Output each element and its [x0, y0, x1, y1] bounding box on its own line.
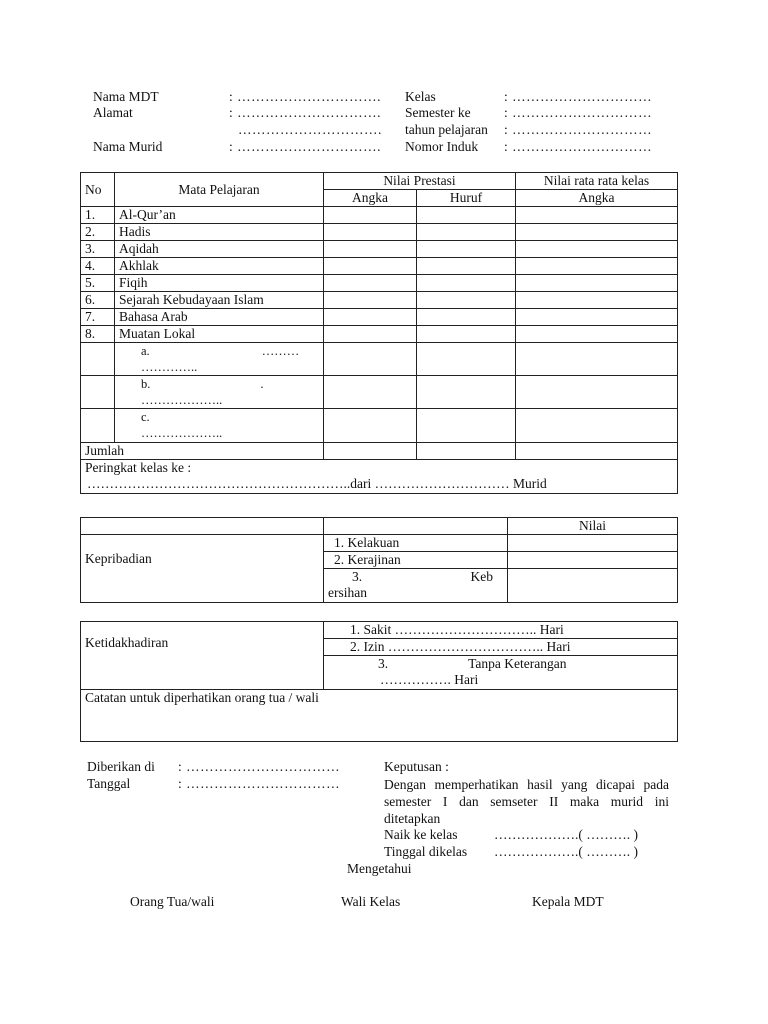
grades-table — [80, 172, 678, 494]
sub-a-cell: a. ……… ………….. — [115, 343, 324, 376]
row-mapel: Fiqih — [115, 275, 324, 292]
cell-huruf — [417, 207, 516, 224]
peringkat-line: …………………………………………………..dari ………………………… Murid — [87, 476, 547, 491]
diberikan-label: Diberikan di — [87, 759, 155, 774]
kepribadian-table — [80, 517, 678, 603]
table-row — [81, 326, 678, 343]
semester-label: Semester ke — [405, 105, 471, 120]
row-mapel: Muatan Lokal — [115, 326, 324, 343]
kebersihan-item: 3. Keb ersihan — [324, 569, 508, 603]
col-rata-header: Nilai rata rata kelas — [516, 173, 678, 190]
kepala-signature: Kepala MDT — [532, 894, 604, 909]
cell-huruf — [417, 292, 516, 309]
row-mapel: Al-Qur’an — [115, 207, 324, 224]
table-row — [81, 224, 678, 241]
cell-angka — [324, 326, 417, 343]
cell-rata — [516, 258, 678, 275]
tanggal-value: : …………………………… — [178, 776, 341, 791]
row-mapel: Aqidah — [115, 241, 324, 258]
naik-value: ……………….( ………. ) — [494, 827, 638, 842]
kelakuan-item: 1. Kelakuan — [324, 535, 508, 552]
cell-rata — [516, 309, 678, 326]
col-angka2-header: Angka — [516, 190, 678, 207]
cell-rata — [516, 275, 678, 292]
cell-rata — [516, 224, 678, 241]
cell-angka — [324, 241, 417, 258]
sub-c-cell: c. ……………….. — [115, 409, 324, 443]
table-row-sub-b — [81, 376, 678, 409]
col-angka-header: Angka — [324, 190, 417, 207]
cell-huruf — [417, 275, 516, 292]
col-mapel-header: Mata Pelajaran — [115, 173, 324, 207]
jumlah-row — [81, 443, 678, 460]
peringkat-row — [81, 460, 678, 494]
kerajinan-item: 2. Kerajinan — [324, 552, 508, 569]
tinggal-value: ……………….( ………. ) — [494, 844, 638, 859]
alamat-value: : …………………………. — [229, 105, 382, 120]
cell-angka — [324, 258, 417, 275]
mengetahui-label: Mengetahui — [347, 861, 412, 876]
tanggal-label: Tanggal — [87, 776, 131, 791]
cell-huruf — [417, 326, 516, 343]
diberikan-value: : …………………………… — [178, 759, 341, 774]
col-huruf-header: Huruf — [417, 190, 516, 207]
cell-rata — [516, 207, 678, 224]
table-row-sub-c — [81, 409, 678, 443]
cell-rata — [516, 326, 678, 343]
kelas-label: Kelas — [405, 89, 436, 104]
cell-angka — [324, 207, 417, 224]
table-row — [81, 292, 678, 309]
tinggal-label: Tinggal dikelas — [384, 844, 468, 859]
ketidakhadiran-label: Ketidakhadiran — [81, 622, 324, 690]
tahun-value: : ………………………… — [504, 122, 653, 137]
row-mapel: Hadis — [115, 224, 324, 241]
cell-angka — [324, 309, 417, 326]
sub-b-cell: b. . ……………….. — [115, 376, 324, 409]
row-no: 7. — [81, 309, 115, 326]
cell-rata — [516, 241, 678, 258]
nomor-induk-value: : ………………………… — [504, 139, 653, 154]
nama-mdt-value: : …………………………. — [229, 89, 382, 104]
tanpa-keterangan-item: 3. Tanpa Keterangan ……………. Hari — [324, 656, 678, 690]
keputusan-text: Dengan memperhatikan hasil yang dicapai pada semester I dan semseter II maka murid ini ditetapkan — [384, 777, 669, 826]
alamat-label: Alamat — [93, 105, 133, 120]
cell-angka — [324, 292, 417, 309]
col-nilai-prestasi-header: Nilai Prestasi — [324, 173, 516, 190]
ketidakhadiran-table — [80, 621, 678, 742]
row-no: 3. — [81, 241, 115, 258]
catatan-label: Catatan untuk diperhatikan orang tua / wali — [81, 690, 678, 742]
semester-value: : ………………………… — [504, 105, 653, 120]
sakit-item: 1. Sakit ………………………….. Hari — [324, 622, 678, 639]
nomor-induk-label: Nomor Induk — [405, 139, 479, 154]
table-row-sub-a — [81, 343, 678, 376]
table-row — [81, 258, 678, 275]
table-row — [81, 309, 678, 326]
cell-rata — [516, 292, 678, 309]
row-no: 8. — [81, 326, 115, 343]
row-mapel: Akhlak — [115, 258, 324, 275]
naik-label: Naik ke kelas — [384, 827, 458, 842]
table-row — [81, 275, 678, 292]
kepribadian-label: Kepribadian — [81, 535, 324, 603]
cell-huruf — [417, 224, 516, 241]
orang-tua-signature: Orang Tua/wali — [130, 894, 215, 909]
jumlah-label: Jumlah — [81, 443, 324, 460]
nama-murid-value: : …………………………. — [229, 139, 382, 154]
table-row — [81, 207, 678, 224]
nama-murid-label: Nama Murid — [93, 139, 163, 154]
izin-item: 2. Izin …………………………….. Hari — [324, 639, 678, 656]
row-no: 6. — [81, 292, 115, 309]
kelas-value: : ………………………… — [504, 89, 653, 104]
table-row — [81, 241, 678, 258]
cell-huruf — [417, 309, 516, 326]
cell-huruf — [417, 258, 516, 275]
cell-angka — [324, 275, 417, 292]
nama-mdt-label: Nama MDT — [93, 89, 159, 104]
cell-angka — [324, 224, 417, 241]
row-no: 1. — [81, 207, 115, 224]
row-mapel: Bahasa Arab — [115, 309, 324, 326]
row-no: 5. — [81, 275, 115, 292]
alamat-value-line2: …………………………. — [238, 122, 382, 137]
cell-huruf — [417, 241, 516, 258]
row-no: 2. — [81, 224, 115, 241]
row-mapel: Sejarah Kebudayaan Islam — [115, 292, 324, 309]
tahun-label: tahun pelajaran — [405, 122, 488, 137]
keputusan-label: Keputusan : — [384, 759, 449, 774]
nilai-header: Nilai — [508, 518, 678, 535]
row-no: 4. — [81, 258, 115, 275]
peringkat-label: Peringkat kelas ke : — [85, 460, 192, 475]
wali-kelas-signature: Wali Kelas — [341, 894, 401, 909]
col-no-header: No — [81, 173, 115, 207]
